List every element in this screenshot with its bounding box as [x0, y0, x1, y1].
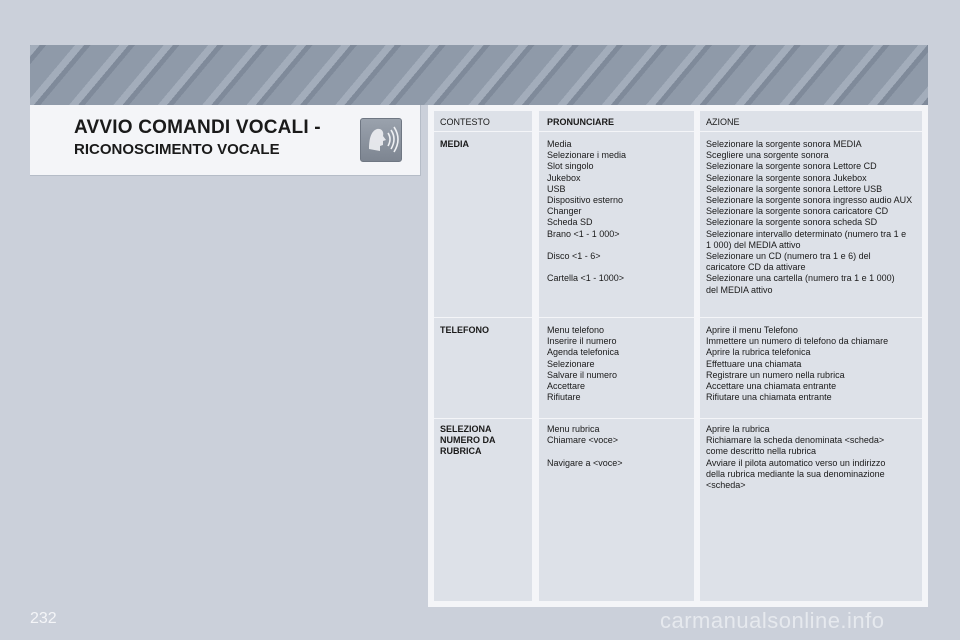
page-number: 232	[30, 610, 57, 627]
table-row-pronounce: Menu telefono Inserire il numero Agenda telefonica Selezionare Salvare il numero Accettare Rifiutare	[547, 325, 620, 403]
table-row-context: MEDIA	[440, 139, 469, 149]
table-row-action: Aprire la rubrica Richiamare la scheda denominata <scheda> come descritto nella rubrica Avviare il pilota automatico verso un indirizzo della rubrica mediante la sua denominazione <scheda>	[706, 424, 886, 491]
table-row-pronounce: Menu rubrica Chiamare <voce> Navigare a <voce>	[547, 424, 623, 468]
header-pronounce: PRONUNCIARE	[547, 117, 615, 127]
page-title: AVVIO COMANDI VOCALI -	[74, 117, 321, 138]
header-banner	[30, 45, 928, 105]
row-divider	[434, 131, 922, 132]
watermark: carmanualsonline.info	[660, 608, 885, 633]
column-context	[434, 111, 532, 601]
header-context: CONTESTO	[440, 117, 490, 127]
row-divider	[434, 317, 922, 318]
table-row-pronounce: Media Selezionare i media Slot singolo Jukebox USB Dispositivo esterno Changer Scheda SD Brano <1 - 1 000> Disco <1 - 6> Cartella <1 - 1000>	[547, 139, 627, 284]
table-row-action: Selezionare la sorgente sonora MEDIA Scegliere una sorgente sonora Selezionare la sorgente sonora Lettore CD Selezionare la sorgente sonora Jukebox Selezionare la sorgente sonora Lettore USB Selezionare la sorgente sonora ingresso audio AUX Selezionare la sorgente sonora caricatore CD Selezionare la sorgente sonora scheda SD Selezionare intervallo determinato (numero tra 1 e 1 000) del MEDIA attivo Selezionare un CD (numero tra 1 e 6) del caricatore CD da attivare Selezionare una cartella (numero tra 1 e 1 000) del MEDIA attivo	[706, 139, 913, 295]
row-divider	[434, 418, 922, 419]
title-box	[30, 105, 421, 176]
voice-command-table	[428, 105, 928, 607]
header-action: AZIONE	[706, 117, 740, 127]
voice-speaking-icon	[360, 118, 402, 162]
table-row-context: TELEFONO	[440, 325, 489, 335]
page-subtitle: RICONOSCIMENTO VOCALE	[74, 141, 280, 158]
table-row-context: SELEZIONA NUMERO DA RUBRICA	[440, 424, 496, 457]
table-row-action: Aprire il menu Telefono Immettere un numero di telefono da chiamare Aprire la rubrica telefonica Effettuare una chiamata Registrare un numero nella rubrica Accettare una chiamata entrante Rifiutare una chiamata entrante	[706, 325, 889, 403]
